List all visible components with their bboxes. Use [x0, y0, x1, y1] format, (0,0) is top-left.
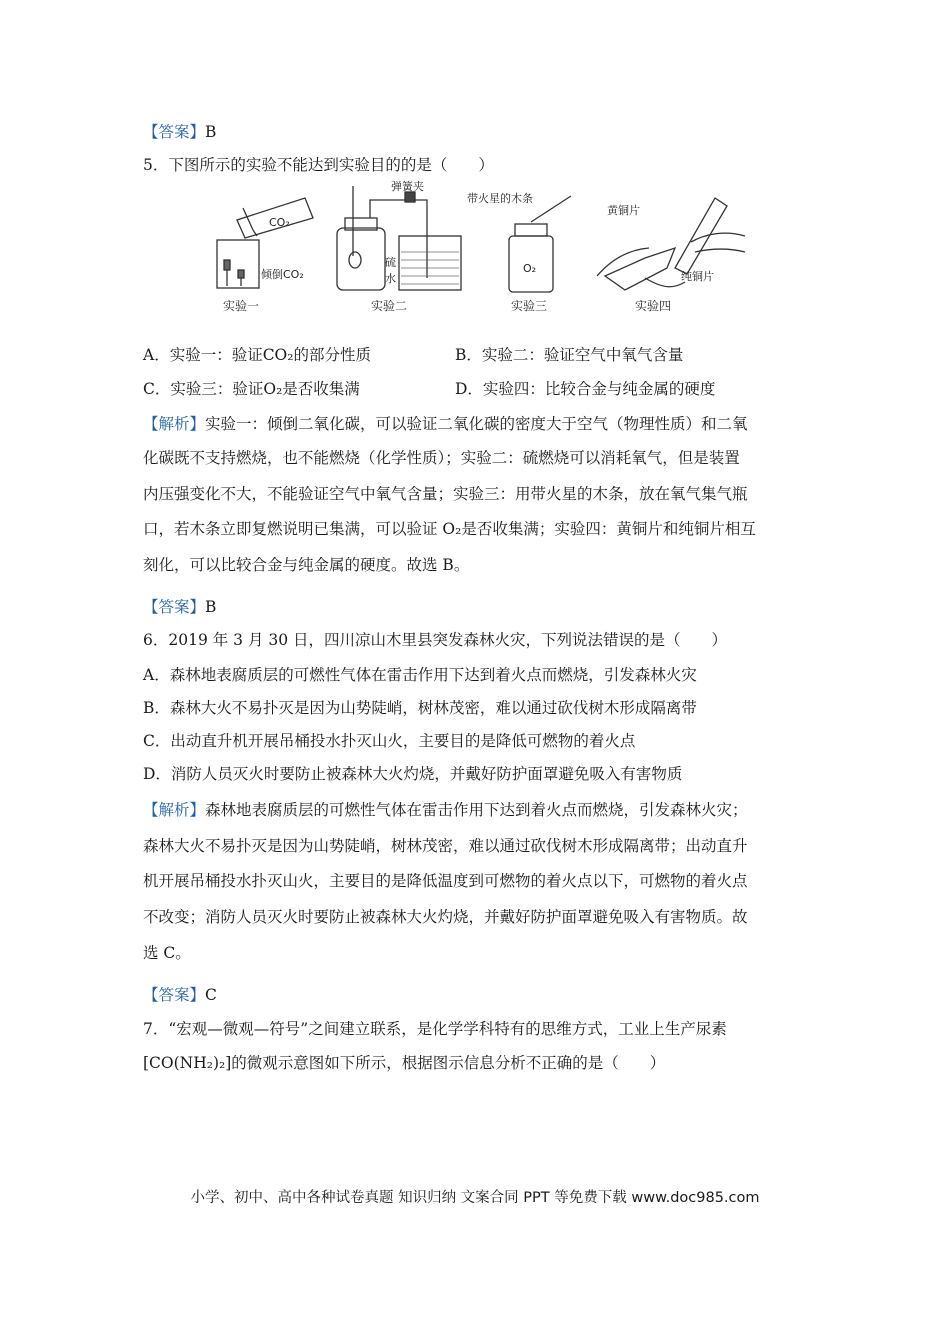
exp1-caption: 实验一	[223, 299, 260, 313]
q6-analysis-line-5: 选 C。	[143, 944, 191, 962]
analysis-text: 森林地表腐质层的可燃性气体在雷击作用下达到着火点而燃烧，引发森林火灾；	[205, 801, 748, 819]
analysis-text: 实验一：倾倒二氧化碳，可以验证二氧化碳的密度大于空气（物理性质）和二氧	[205, 415, 748, 433]
water-label: 水	[385, 272, 396, 285]
q5-analysis-line-4: 口，若木条立即复燃说明已集满，可以验证 O₂是否收集满；实验四：黄铜片和纯铜片相互	[143, 520, 756, 538]
q5-analysis-line-1	[143, 414, 748, 434]
analysis-tag: 【解析】	[143, 415, 206, 433]
answer-value: B	[205, 598, 217, 616]
q5-option-c: C．实验三：验证O₂是否收集满	[143, 380, 360, 398]
q7-stem-line-2: [CO(NH₂)₂]的微观示意图如下所示，根据图示信息分析不正确的是（ ）	[143, 1054, 666, 1072]
exp4-caption: 实验四	[635, 299, 672, 313]
brass-label: 黄铜片	[607, 204, 640, 217]
q5-stem: 5．下图所示的实验不能达到实验目的的是（ ）	[143, 156, 494, 174]
q6-analysis-line-4: 不改变；消防人员灭火时要防止被森林大火灼烧，并戴好防护面罩避免吸入有害物质。故	[143, 908, 748, 926]
q6-option-b: B．森林大火不易扑灭是因为山势陡峭，树林茂密，难以通过砍伐树木形成隔离带	[143, 699, 697, 717]
answer-tag: 【答案】	[143, 598, 206, 616]
q6-answer	[143, 985, 217, 1005]
analysis-tag: 【解析】	[143, 801, 206, 819]
exp2-apparatus	[337, 186, 461, 290]
q5-option-b: B．实验二：验证空气中氧气含量	[455, 346, 684, 364]
q6-analysis-line-1	[143, 800, 748, 820]
q5-answer	[143, 597, 216, 617]
exp3-apparatus	[509, 196, 571, 292]
splint-label: 带火星的木条	[467, 192, 533, 205]
q4-answer	[143, 122, 216, 142]
pour-co2-label: 倾倒CO₂	[261, 268, 304, 281]
o2-label: O₂	[523, 262, 537, 275]
copper-label: 纯铜片	[681, 270, 714, 283]
page-footer: 小学、初中、高中各种试卷真题 知识归纳 文案合同 PPT 等免费下载 www.doc985.com	[190, 1190, 760, 1206]
exp3-caption: 实验三	[511, 299, 548, 313]
q5-option-a: A．实验一：验证CO₂的部分性质	[143, 346, 371, 364]
exp2-caption: 实验二	[371, 299, 408, 313]
q5-analysis-line-5: 刻化，可以比较合金与纯金属的硬度。故选 B。	[143, 556, 470, 574]
sulfur-label: 硫	[385, 256, 396, 269]
q6-option-d: D．消防人员灭火时要防止被森林大火灼烧，并戴好防护面罩避免吸入有害物质	[143, 765, 683, 783]
answer-tag: 【答案】	[143, 123, 206, 141]
q5-analysis-line-2: 化碳既不支持燃烧，也不能燃烧（化学性质）；实验二：硫燃烧可以消耗氧气，但是装置	[143, 449, 740, 467]
q6-analysis-line-3: 机开展吊桶投水扑灭山火，主要目的是降低温度到可燃物的着火点以下，可燃物的着火点	[143, 872, 748, 890]
q6-option-a: A．森林地表腐质层的可燃性气体在雷击作用下达到着火点而燃烧，引发森林火灾	[143, 666, 697, 684]
q6-analysis-line-2: 森林大火不易扑灭是因为山势陡峭，树林茂密，难以通过砍伐树木形成隔离带；出动直升	[143, 837, 748, 855]
q6-stem: 6．2019 年 3 月 30 日，四川凉山木里县突发森林火灾，下列说法错误的是（ ）	[143, 631, 728, 649]
answer-value: B	[205, 123, 217, 141]
q6-option-c: C．出动直升机开展吊桶投水扑灭山火，主要目的是降低可燃物的着火点	[143, 732, 636, 750]
q5-option-d: D．实验四：比较合金与纯金属的硬度	[455, 380, 716, 398]
co2-label: CO₂	[269, 216, 290, 229]
answer-value: C	[205, 986, 217, 1004]
answer-tag: 【答案】	[143, 986, 206, 1004]
q7-stem-line-1: 7．“宏观—微观—符号”之间建立联系，是化学学科特有的思维方式，工业上生产尿素	[143, 1020, 727, 1038]
q5-analysis-line-3: 内压强变化不大，不能验证空气中氧气含量；实验三：用带火星的木条，放在氧气集气瓶	[143, 485, 748, 503]
clip-label: 弹簧夹	[391, 180, 424, 193]
experiment-figure	[205, 178, 760, 318]
